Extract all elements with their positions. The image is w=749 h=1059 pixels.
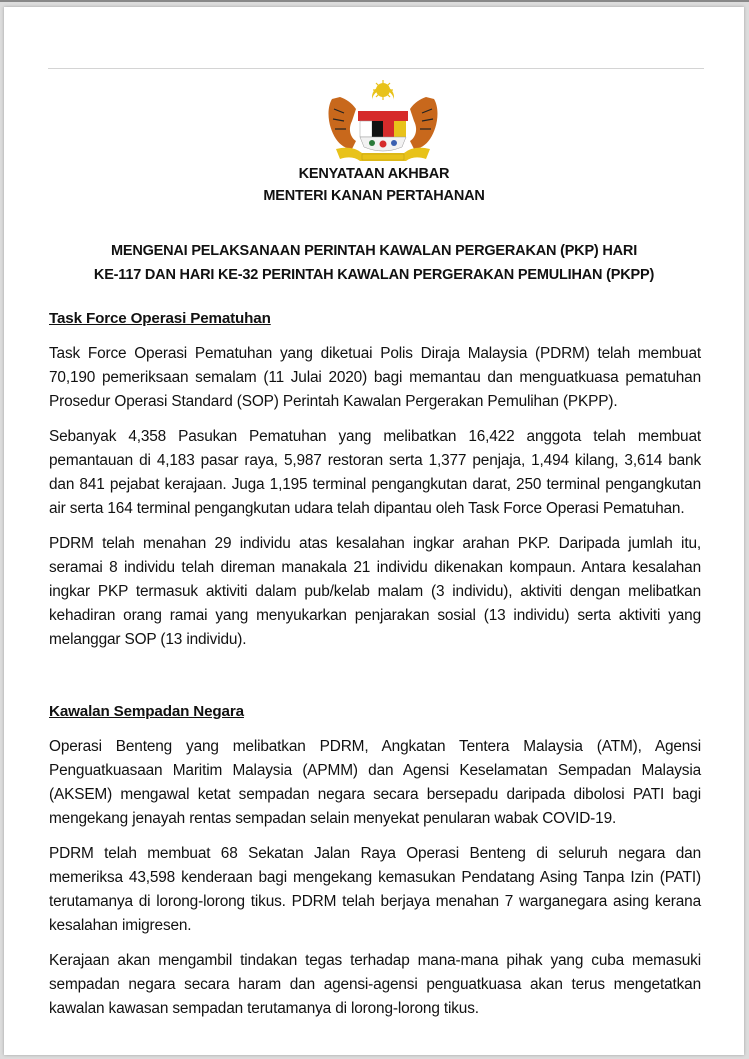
subject-line-2: KE-117 DAN HARI KE-32 PERINTAH KAWALAN PERGERAKAN PEMULIHAN (PKPP) [93, 267, 655, 283]
header-line-2: MENTERI KANAN PERTAHANAN [263, 188, 485, 204]
subject-line-1: MENGENAI PELAKSANAAN PERINTAH KAWALAN PERGERAKAN (PKP) HARI [110, 243, 638, 259]
window-top-border [0, 0, 749, 2]
header-line-1: KENYATAAN AKHBAR [298, 166, 450, 182]
paragraph: Sebanyak 4,358 Pasukan Pematuhan yang melibatkan 16,422 anggota telah membuat pemantauan di 4,183 pasar raya, 5,987 restoran serta 1,377 penjaja, 1,494 kilang, 3,614 bank dan 841 pejabat kerajaan. Juga 1,195 terminal pengangkutan darat, 250 terminal pengangkutan air serta 164 terminal pengangkutan udara telah dipantau oleh Task Force Operasi Pematuhan. [49, 428, 701, 517]
section-task-force [49, 307, 701, 652]
section-heading: Kawalan Sempadan Negara [49, 703, 244, 720]
paragraph: PDRM telah membuat 68 Sekatan Jalan Raya Operasi Benteng di seluruh negara dan memeriksa 43,598 kenderaan bagi mengekang kemasukan Pendatang Asing Tanpa Izin (PATI) terutamanya di lorong-lorong tikus. PDRM telah berjaya menahan 7 warganegara asing kerana kesalahan imigresen. [49, 845, 701, 934]
subject-title [4, 239, 744, 287]
header-divider [48, 68, 704, 69]
paragraph: Operasi Benteng yang melibatkan PDRM, Angkatan Tentera Malaysia (ATM), Agensi Penguatkuasaan Maritim Malaysia (APMM) dan Agensi Keselamatan Sempadan Malaysia (AKSEM) mengawal ketat sempadan negara secara bersepadu daripada dibolosi PATI bagi mengekang jenayah rentas sempadan selain menyekat penularan wabak COVID-19. [49, 738, 701, 827]
paragraph: PDRM telah menahan 29 individu atas kesalahan ingkar arahan PKP. Daripada jumlah itu, seramai 8 individu telah direman manakala 21 individu dikenakan kompaun. Antara kesalahan ingkar PKP termasuk aktiviti dalam pub/kelab malam (3 individu), aktiviti dengan melibatkan kehadiran orang ramai yang menyukarkan penjarakan sosial (13 individu) serta aktiviti yang melanggar SOP (13 individu). [49, 535, 701, 648]
press-release-header [4, 163, 744, 207]
paragraph: Kerajaan akan mengambil tindakan tegas terhadap mana-mana pihak yang cuba memasuki sempadan negara secara haram dan agensi-agensi penguatkuasa akan terus mengetatkan kawalan kawasan sempadan terutamanya di lorong-lorong tikus. [49, 952, 701, 1017]
section-heading: Task Force Operasi Pematuhan [49, 310, 271, 327]
document-page [4, 7, 744, 1055]
section-border-control [49, 700, 701, 1021]
paragraph: Task Force Operasi Pematuhan yang diketuai Polis Diraja Malaysia (PDRM) telah membuat 70,190 pemeriksaan semalam (11 Julai 2020) bagi memantau dan menguatkuasa pematuhan Prosedur Operasi Standard (SOP) Perintah Kawalan Pergerakan Pemulihan (PKPP). [49, 345, 701, 410]
malaysia-coat-of-arms-icon [322, 79, 444, 167]
